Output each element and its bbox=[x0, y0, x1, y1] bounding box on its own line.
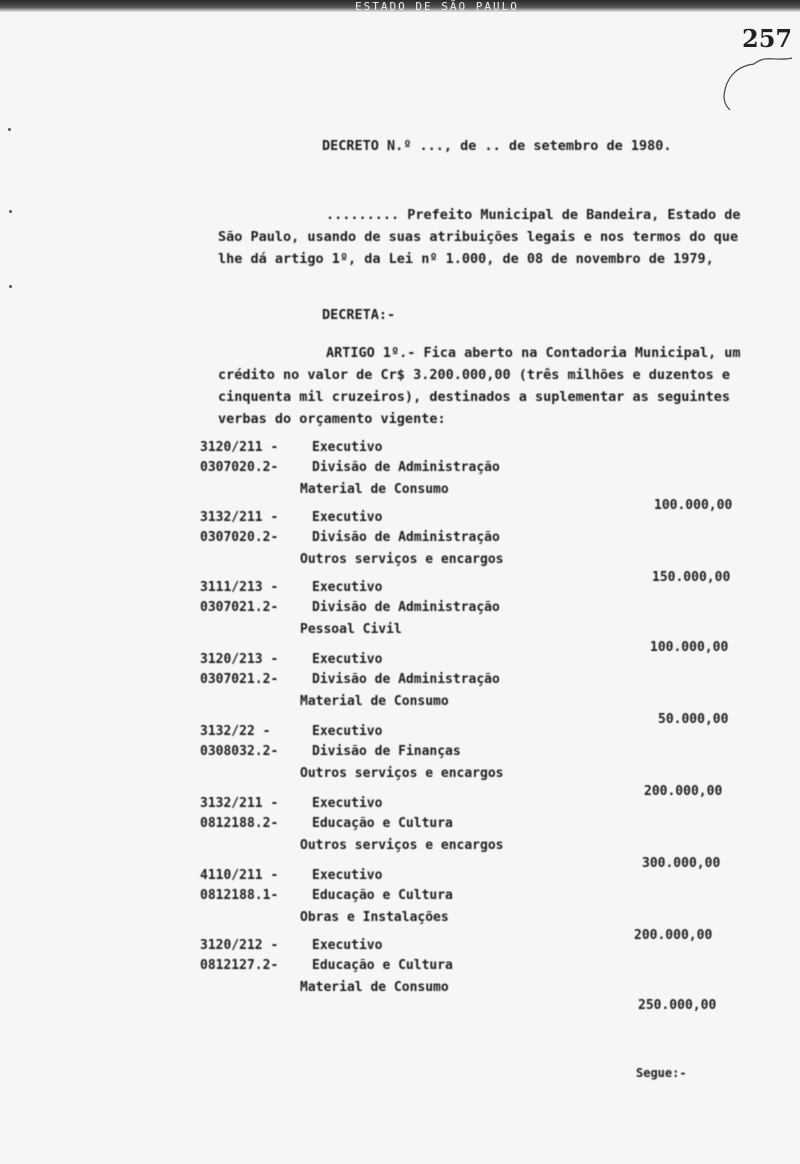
budget-unit: Executivo bbox=[312, 938, 383, 953]
program-code: 0308032.2- bbox=[200, 744, 279, 759]
entry-amount: 200.000,00 bbox=[644, 784, 723, 799]
budget-entry bbox=[0, 938, 800, 1013]
dateline: DECRETO N.º ..., de .. de setembro de 1980. bbox=[322, 138, 672, 154]
scan-speck bbox=[9, 210, 12, 213]
budget-code: 4110/211 - bbox=[200, 868, 279, 883]
entry-amount: 200.000,00 bbox=[634, 928, 713, 943]
program-division: Educação e Cultura bbox=[312, 888, 453, 903]
budget-code: 3132/22 - bbox=[200, 724, 271, 739]
budget-code: 3120/211 - bbox=[200, 440, 279, 455]
budget-entry bbox=[0, 724, 800, 799]
budget-unit: Executivo bbox=[312, 440, 383, 455]
budget-code: 3120/213 - bbox=[200, 652, 279, 667]
budget-unit: Executivo bbox=[312, 510, 383, 525]
program-division: Educação e Cultura bbox=[312, 816, 453, 831]
entry-amount: 100.000,00 bbox=[650, 640, 729, 655]
scan-speck bbox=[8, 128, 11, 131]
decreta-heading: DECRETA:- bbox=[322, 307, 396, 323]
page-number: 257 bbox=[742, 24, 793, 53]
program-code: 0307021.2- bbox=[200, 600, 279, 615]
expense-category: Material de Consumo bbox=[300, 694, 449, 709]
budget-unit: Executivo bbox=[312, 724, 383, 739]
handwritten-mark-icon bbox=[716, 52, 796, 112]
expense-category: Pessoal Civil bbox=[300, 622, 402, 637]
budget-code: 3120/212 - bbox=[200, 938, 279, 953]
budget-entry bbox=[0, 580, 800, 655]
program-division: Divisão de Administração bbox=[312, 530, 500, 545]
expense-category: Outros serviços e encargos bbox=[300, 766, 504, 781]
budget-code: 3132/211 - bbox=[200, 510, 279, 525]
program-code: 0307021.2- bbox=[200, 672, 279, 687]
entry-amount: 150.000,00 bbox=[652, 570, 731, 585]
budget-code: 3132/211 - bbox=[200, 796, 279, 811]
entry-amount: 50.000,00 bbox=[658, 712, 729, 727]
preamble-paragraph: ......... Prefeito Municipal de Bandeira, Estado de São Paulo, usando de suas atribuições legais e nos termos do que lhe dá artigo 1º, da Lei nº 1.000, de 08 de novembro de 1979, bbox=[218, 207, 741, 267]
budget-unit: Executivo bbox=[312, 652, 383, 667]
expense-category: Outros serviços e encargos bbox=[300, 552, 504, 567]
continuation-note: Segue:- bbox=[636, 1066, 687, 1080]
budget-unit: Executivo bbox=[312, 580, 383, 595]
budget-entry bbox=[0, 796, 800, 871]
expense-category: Obras e Instalações bbox=[300, 910, 449, 925]
program-code: 0812188.2- bbox=[200, 816, 279, 831]
budget-entry bbox=[0, 510, 800, 585]
program-division: Educação e Cultura bbox=[312, 958, 453, 973]
entry-amount: 250.000,00 bbox=[638, 998, 717, 1013]
program-division: Divisão de Administração bbox=[312, 600, 500, 615]
article-paragraph: ARTIGO 1º.- Fica aberto na Contadoria Municipal, um crédito no valor de Cr$ 3.200.000,00 (três milhões e duzentos e cinquenta mil cruzeiros), destinados a suplementar as seguintes verbas do orçamento vigente: bbox=[218, 345, 741, 427]
entry-amount: 300.000,00 bbox=[642, 856, 721, 871]
program-code: 0812127.2- bbox=[200, 958, 279, 973]
program-division: Divisão de Administração bbox=[312, 460, 500, 475]
budget-entry bbox=[0, 868, 800, 943]
running-header: ESTADO DE SÃO PAULO bbox=[355, 0, 519, 13]
budget-unit: Executivo bbox=[312, 796, 383, 811]
program-code: 0307020.2- bbox=[200, 530, 279, 545]
budget-unit: Executivo bbox=[312, 868, 383, 883]
program-division: Divisão de Finanças bbox=[312, 744, 461, 759]
program-code: 0812188.1- bbox=[200, 888, 279, 903]
budget-entry bbox=[0, 440, 800, 512]
expense-category: Outros serviços e encargos bbox=[300, 838, 504, 853]
entry-amount: 100.000,00 bbox=[654, 498, 733, 513]
budget-entry bbox=[0, 652, 800, 727]
program-division: Divisão de Administração bbox=[312, 672, 500, 687]
budget-code: 3111/213 - bbox=[200, 580, 279, 595]
expense-category: Material de Consumo bbox=[300, 482, 449, 497]
scan-speck bbox=[9, 285, 12, 288]
expense-category: Material de Consumo bbox=[300, 980, 449, 995]
program-code: 0307020.2- bbox=[200, 460, 279, 475]
